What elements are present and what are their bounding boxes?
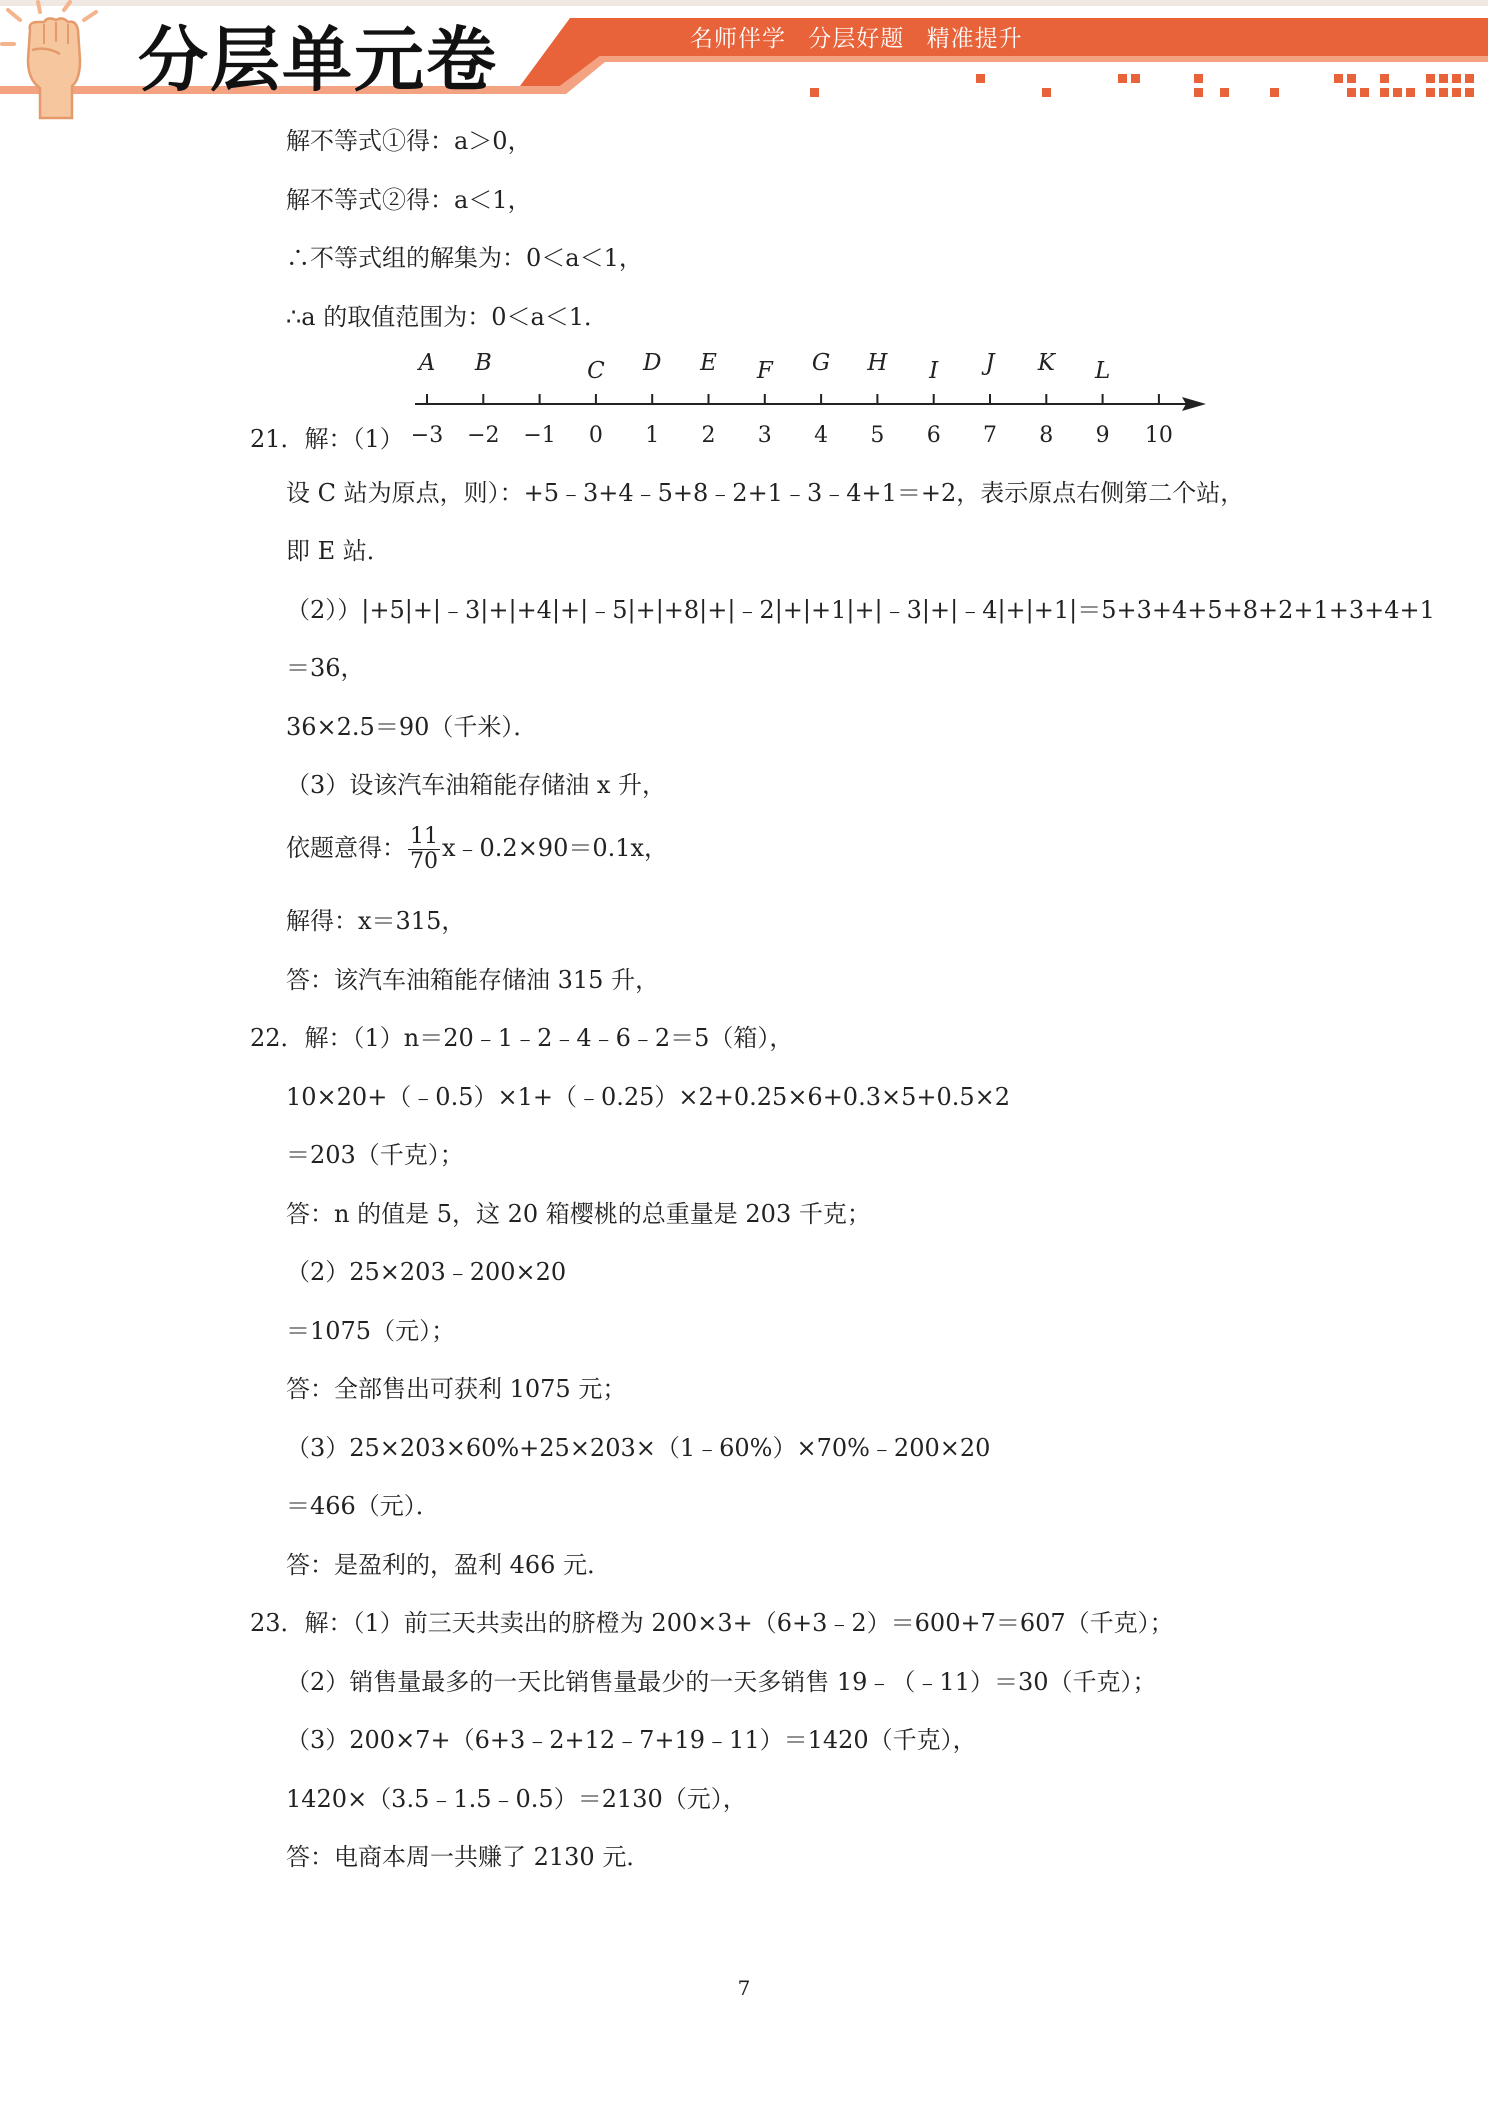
fraction <box>408 825 440 874</box>
tick-label: 7 <box>983 423 997 448</box>
text-line: 答：n 的值是 5，这 20 箱樱桃的总重量是 203 千克； <box>286 1200 871 1228</box>
station-letter: K <box>1037 350 1055 376</box>
text-line: 答：电商本周一共赚了 2130 元． <box>286 1843 651 1871</box>
tick-label: −1 <box>523 423 556 448</box>
equation-prefix: 依题意得： <box>286 834 406 862</box>
text-line: ∴不等式组的解集为：0＜a＜1， <box>286 244 643 272</box>
text-line: 解得：x＝315， <box>286 907 466 935</box>
station-letter: D <box>642 350 662 376</box>
text-line: 答：该汽车油箱能存储油 315 升， <box>286 966 660 994</box>
text-line: ＝203（千克）； <box>286 1141 464 1169</box>
text-line: （2））|+5|+|﹣3|+|+4|+|﹣5|+|+8|+|﹣2|+|+1|+|﹣3|+|﹣4|+|+1|＝5+3+4+5+8+2+1+3+4+1 <box>286 596 1435 624</box>
text-line: （3）设该汽车油箱能存储油 x 升， <box>286 771 667 799</box>
text-line: 答：是盈利的，盈利 466 元． <box>286 1551 612 1579</box>
text-line: （2）销售量最多的一天比销售量最少的一天多销售 19﹣（﹣11）＝30（千克）； <box>286 1668 1157 1696</box>
station-letter: H <box>867 350 888 376</box>
text-line: 解不等式②得：a＜1， <box>286 186 532 214</box>
equation-rest: x﹣0.2×90＝0.1x， <box>442 834 669 862</box>
fraction-denominator: 70 <box>410 849 438 874</box>
tick-label: 8 <box>1039 423 1054 448</box>
text-line: （3）200×7+（6+3﹣2+12﹣7+19﹣11）＝1420（千克）， <box>286 1726 977 1754</box>
text-line: 1420×（3.5﹣1.5﹣0.5）＝2130（元）， <box>286 1785 747 1813</box>
text-line: 即 E 站． <box>286 537 391 565</box>
station-letter: A <box>418 350 436 376</box>
question-23-label: 23．解：（1）前三天共卖出的脐橙为 200×3+（6+3﹣2）＝600+7＝607（千克）； <box>250 1609 1174 1637</box>
text-line: ＝466（元）． <box>286 1492 440 1520</box>
tick-label: 0 <box>588 423 603 448</box>
fraction-numerator: 11 <box>410 824 438 849</box>
fist-icon <box>2 2 96 118</box>
text-line: 答：全部售出可获利 1075 元； <box>286 1375 627 1403</box>
page-header <box>0 0 1488 120</box>
header-slogan: 名师伴学 分层好题 精准提升 <box>690 26 1023 52</box>
brand-title: 分层单元卷 <box>138 19 498 101</box>
tick-label: 9 <box>1095 423 1110 448</box>
station-letter: G <box>811 350 831 376</box>
station-letter: L <box>1094 358 1111 384</box>
tick-label: 3 <box>757 423 772 448</box>
station-letter: E <box>700 350 717 376</box>
station-letter: J <box>985 350 995 376</box>
text-line: （2）25×203﹣200×20 <box>286 1258 567 1286</box>
text-line: （3）25×203×60%+25×203×（1﹣60%）×70%﹣200×20 <box>286 1434 991 1462</box>
tick-label: 5 <box>870 423 885 448</box>
text-line: 解不等式①得：a＞0， <box>286 127 532 155</box>
text-line: 设 C 站为原点，则）：+5﹣3+4﹣5+8﹣2+1﹣3﹣4+1＝+2，表示原点右侧第二个站， <box>286 479 1245 507</box>
station-letter: F <box>756 358 773 384</box>
text-line: 10×20+（﹣0.5）×1+（﹣0.25）×2+0.25×6+0.3×5+0.5×2 <box>286 1083 1011 1111</box>
number-line-figure <box>0 348 1488 458</box>
tick-label: 4 <box>814 423 829 448</box>
text-line: 36×2.5＝90（千米）． <box>286 713 538 741</box>
station-letter: I <box>929 358 939 384</box>
tick-label: 1 <box>645 423 660 448</box>
text-line: ∴a 的取值范围为：0＜a＜1． <box>286 303 609 331</box>
tick-label: 6 <box>926 423 941 448</box>
text-line: ＝36， <box>286 654 365 682</box>
equation-line <box>286 824 668 874</box>
tick-label: 2 <box>701 423 716 448</box>
tick-label: 10 <box>1144 423 1173 448</box>
question-22-label: 22．解：（1）n＝20﹣1﹣2﹣4﹣6﹣2＝5（箱）， <box>250 1024 794 1052</box>
station-letter: C <box>587 358 605 384</box>
text-line: ＝1075（元）； <box>286 1317 456 1345</box>
page-number: 7 <box>737 1976 751 2000</box>
tick-label: −3 <box>410 423 444 448</box>
question-21-label: 21．解：（1） <box>250 425 404 453</box>
tick-label: −2 <box>467 423 500 448</box>
station-letter: B <box>474 350 492 376</box>
